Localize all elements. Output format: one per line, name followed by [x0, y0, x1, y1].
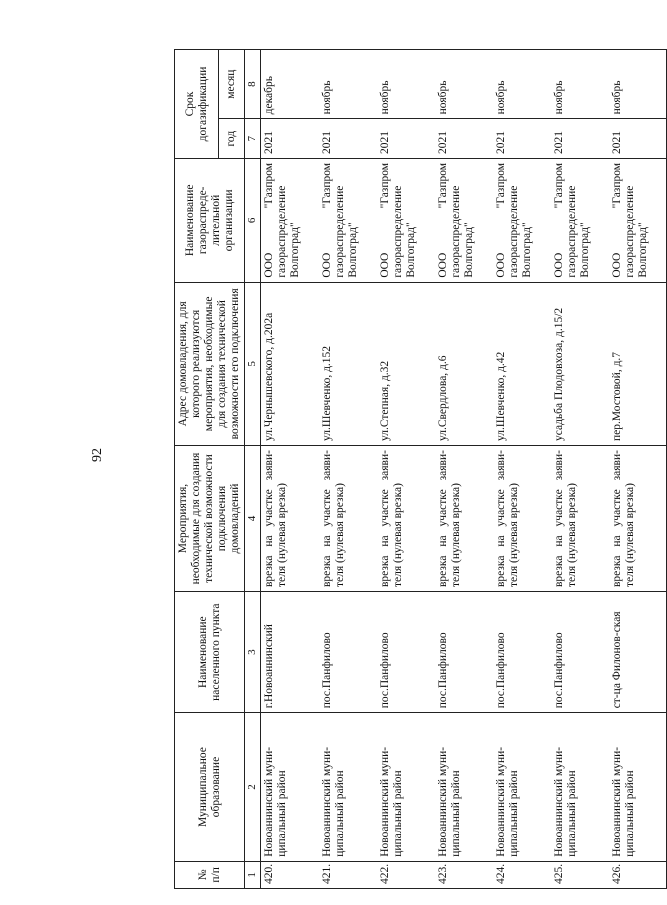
row-number: 421. [319, 861, 377, 888]
measures-cell: врезка на участке заяви-теля (нулевая врезка) [551, 446, 609, 592]
row-number: 422. [377, 861, 435, 888]
gasification-table [174, 49, 667, 889]
table-row [261, 50, 319, 889]
header-address: Адрес домовладения, для которого реализуются мероприятия, необходимые для создания технической возможности его подключения [175, 282, 245, 445]
municipality-cell: Новоаннинский муни-ципальный район [609, 713, 667, 861]
organization-cell: ООО "Газпром газораспределение Волгоград" [609, 158, 667, 282]
rotated-table-container [174, 49, 649, 889]
header-deadline: Срок догазификации [175, 50, 219, 159]
month-cell: ноябрь [435, 50, 493, 119]
column-number: 7 [245, 119, 261, 159]
address-cell: ул.Шевченко, д.42 [493, 282, 551, 445]
address-cell: пер.Мостовой, д.7 [609, 282, 667, 445]
organization-cell: ООО "Газпром газораспределение Волгоград" [435, 158, 493, 282]
header-number: № п/п [175, 861, 245, 888]
settlement-cell: г.Новоаннинский [261, 592, 319, 713]
column-number: 1 [245, 861, 261, 888]
column-number: 8 [245, 50, 261, 119]
municipality-cell: Новоаннинский муни-ципальный район [261, 713, 319, 861]
table-row [609, 50, 667, 889]
year-cell: 2021 [377, 119, 435, 159]
column-number: 4 [245, 446, 261, 592]
header-settlement: Наименование населенного пункта [175, 592, 245, 713]
year-cell: 2021 [551, 119, 609, 159]
municipality-cell: Новоаннинский муни-ципальный район [377, 713, 435, 861]
organization-cell: ООО "Газпром газораспределение Волгоград" [551, 158, 609, 282]
settlement-cell: пос.Панфилово [551, 592, 609, 713]
organization-cell: ООО "Газпром газораспределение Волгоград" [261, 158, 319, 282]
address-cell: ул.Чернышевского, д.202а [261, 282, 319, 445]
municipality-cell: Новоаннинский муни-ципальный район [435, 713, 493, 861]
row-number: 426. [609, 861, 667, 888]
row-number: 420. [261, 861, 319, 888]
settlement-cell: ст-ца Филонов-ская [609, 592, 667, 713]
month-cell: ноябрь [609, 50, 667, 119]
table-row [319, 50, 377, 889]
measures-cell: врезка на участке заяви-теля (нулевая врезка) [493, 446, 551, 592]
address-cell: ул.Шевченко, д.152 [319, 282, 377, 445]
municipality-cell: Новоаннинский муни-ципальный район [551, 713, 609, 861]
address-cell: ул.Степная, д.32 [377, 282, 435, 445]
year-cell: 2021 [319, 119, 377, 159]
settlement-cell: пос.Панфилово [377, 592, 435, 713]
page-number: 92 [90, 448, 105, 462]
table-row [551, 50, 609, 889]
column-number: 3 [245, 592, 261, 713]
row-number: 423. [435, 861, 493, 888]
year-cell: 2021 [493, 119, 551, 159]
year-cell: 2021 [261, 119, 319, 159]
organization-cell: ООО "Газпром газораспределение Волгоград" [319, 158, 377, 282]
table-row [377, 50, 435, 889]
table-row [493, 50, 551, 889]
row-number: 425. [551, 861, 609, 888]
settlement-cell: пос.Панфилово [435, 592, 493, 713]
header-municipality: Муниципальное образование [175, 713, 245, 861]
measures-cell: врезка на участке заяви-теля (нулевая врезка) [377, 446, 435, 592]
month-cell: ноябрь [551, 50, 609, 119]
column-number: 5 [245, 282, 261, 445]
measures-cell: врезка на участке заяви-теля (нулевая врезка) [435, 446, 493, 592]
municipality-cell: Новоаннинский муни-ципальный район [319, 713, 377, 861]
column-number: 6 [245, 158, 261, 282]
column-number: 2 [245, 713, 261, 861]
header-organization: Наименование газораспреде-лительной организации [175, 158, 245, 282]
month-cell: ноябрь [493, 50, 551, 119]
address-cell: усадьба Плодовхоза, д.15/2 [551, 282, 609, 445]
header-measures: Мероприятия, необходимые для создания технической возможности подключения домовладений [175, 446, 245, 592]
settlement-cell: пос.Панфилово [319, 592, 377, 713]
year-cell: 2021 [435, 119, 493, 159]
municipality-cell: Новоаннинский муни-ципальный район [493, 713, 551, 861]
table-row [435, 50, 493, 889]
month-cell: ноябрь [319, 50, 377, 119]
address-cell: ул.Свердлова, д.6 [435, 282, 493, 445]
table-body [261, 50, 667, 889]
column-numbers-row [245, 50, 261, 889]
year-cell: 2021 [609, 119, 667, 159]
header-month: месяц [219, 50, 245, 119]
month-cell: ноябрь [377, 50, 435, 119]
measures-cell: врезка на участке заяви-теля (нулевая врезка) [319, 446, 377, 592]
organization-cell: ООО "Газпром газораспределение Волгоград" [493, 158, 551, 282]
header-year: год [219, 119, 245, 159]
organization-cell: ООО "Газпром газораспределение Волгоград" [377, 158, 435, 282]
month-cell: декабрь [261, 50, 319, 119]
measures-cell: врезка на участке заяви-теля (нулевая врезка) [261, 446, 319, 592]
settlement-cell: пос.Панфилово [493, 592, 551, 713]
row-number: 424. [493, 861, 551, 888]
measures-cell: врезка на участке заяви-теля (нулевая врезка) [609, 446, 667, 592]
